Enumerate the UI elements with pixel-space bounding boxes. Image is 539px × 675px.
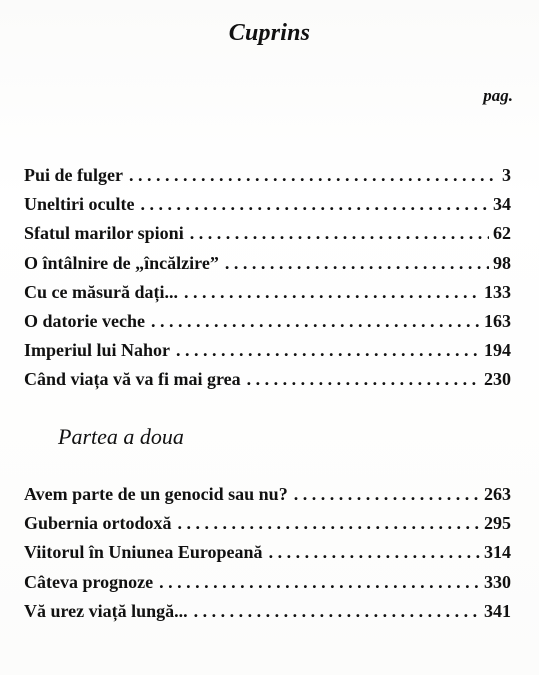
dot-leader: [140, 194, 489, 215]
toc-entry-title: Cu ce măsură dați...: [24, 281, 178, 302]
dot-leader: [225, 253, 489, 274]
section-heading: Partea a doua: [58, 424, 184, 449]
page-title: Cuprins: [228, 20, 311, 46]
toc-entry-page: 330: [484, 571, 511, 592]
dot-leader: [247, 369, 480, 390]
toc-entry: [24, 340, 511, 369]
dot-leader: [184, 282, 480, 303]
toc-entry-title: Viitorul în Uniunea Europeană: [24, 542, 263, 563]
toc-entry-title: Sfatul marilor spioni: [24, 223, 184, 244]
toc-list-part-two: [24, 484, 511, 630]
dot-leader: [269, 542, 480, 563]
toc-entry-page: 341: [484, 600, 511, 621]
toc-entry-title: Gubernia ortodoxă: [24, 513, 172, 534]
toc-entry-title: Câteva prognoze: [24, 571, 154, 592]
toc-entry: [24, 513, 511, 542]
dot-leader: [178, 513, 480, 534]
toc-entry: [24, 282, 511, 311]
dot-leader: [159, 572, 480, 593]
dot-leader: [129, 165, 498, 186]
toc-entry-page: 3: [502, 165, 511, 185]
toc-entry-title: Uneltiri oculte: [24, 194, 135, 215]
toc-list-part-one: [24, 165, 511, 399]
toc-entry: [24, 194, 511, 223]
toc-entry-title: Imperiul lui Nahor: [24, 340, 171, 361]
toc-entry-title: Când viața vă va fi mai grea: [24, 369, 241, 390]
toc-entry-title: Pui de fulger: [24, 165, 123, 185]
toc-entry-title: O datorie veche: [24, 310, 145, 331]
toc-entry-title: O întâlnire de „încălzire”: [24, 252, 219, 273]
toc-entry-page: 34: [493, 194, 511, 215]
toc-entry-page: 295: [484, 513, 511, 534]
toc-entry: [24, 484, 511, 513]
toc-entry-page: 133: [484, 281, 511, 302]
toc-entry-page: 163: [484, 310, 511, 331]
toc-entry: [24, 542, 511, 571]
toc-entry-title: Vă urez viață lungă...: [24, 600, 188, 621]
toc-entry-page: 62: [493, 223, 511, 244]
toc-entry: [24, 311, 511, 340]
dot-leader: [151, 311, 480, 332]
toc-entry-page: 263: [484, 484, 511, 504]
toc-entry: [24, 572, 511, 601]
toc-entry-page: 230: [484, 369, 511, 390]
toc-entry: [24, 369, 511, 398]
page-column-label: pag.: [483, 86, 513, 105]
toc-entry-page: 194: [484, 340, 511, 361]
toc-entry: [24, 253, 511, 282]
dot-leader: [194, 601, 480, 622]
toc-entry-page: 314: [484, 542, 511, 563]
toc-entry: [24, 165, 511, 194]
dot-leader: [176, 340, 480, 361]
dot-leader: [294, 484, 480, 505]
dot-leader: [190, 223, 489, 244]
toc-entry-page: 98: [493, 252, 511, 273]
toc-entry: [24, 601, 511, 630]
toc-entry: [24, 223, 511, 252]
toc-entry-title: Avem parte de un genocid sau nu?: [24, 484, 288, 504]
